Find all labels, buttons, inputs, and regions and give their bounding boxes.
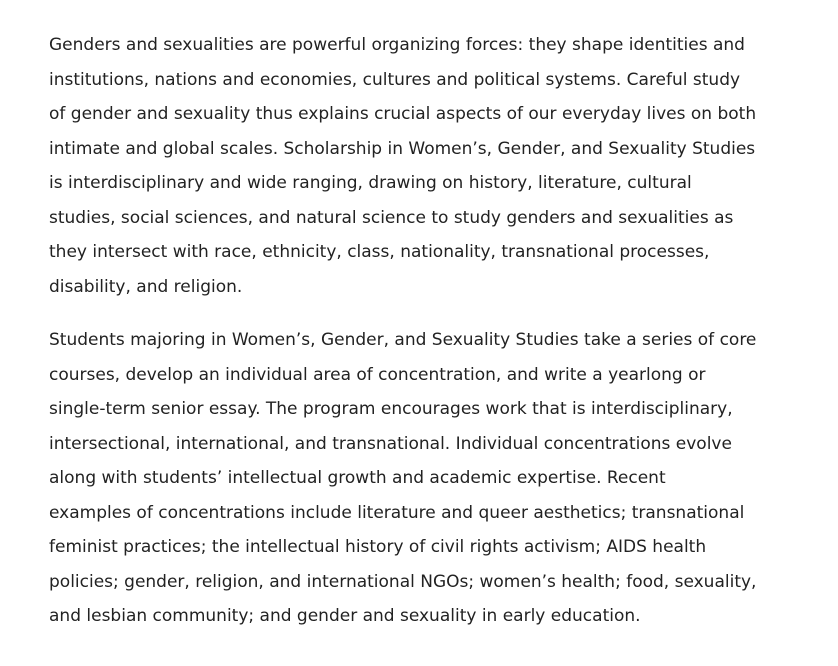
text-line: of gender and sexuality thus explains crucial aspects of our everyday lives on both <box>49 104 757 124</box>
text-line: intersectional, international, and transnational. Individual concentrations evolve <box>49 433 732 454</box>
text-line: examples of concentrations include literature and queer aesthetics; transnational <box>49 502 745 523</box>
text-line: they intersect with race, ethnicity, class, nationality, transnational processes, <box>49 242 710 262</box>
paragraph-intro <box>49 28 809 304</box>
text-line: Students majoring in Women’s, Gender, and Sexuality Studies take a series of core <box>49 330 757 350</box>
text-line: Genders and sexualities are powerful organizing forces: they shape identities and <box>49 35 745 55</box>
text-line: intimate and global scales. Scholarship in Women’s, Gender, and Sexuality Studies <box>49 138 756 159</box>
text-line: is interdisciplinary and wide ranging, drawing on history, literature, cultural <box>49 173 692 193</box>
text-line: disability, and religion. <box>49 276 243 297</box>
paragraph-majors <box>49 323 809 634</box>
text-line: courses, develop an individual area of concentration, and write a yearlong or <box>49 364 706 385</box>
text-line: single-term senior essay. The program encourages work that is interdisciplinary, <box>49 399 733 419</box>
text-line: studies, social sciences, and natural science to study genders and sexualities as <box>49 207 734 228</box>
text-line: and lesbian community; and gender and sexuality in early education. <box>49 606 641 626</box>
text-line: policies; gender, religion, and international NGOs; women’s health; food, sexuality, <box>49 571 757 592</box>
text-line: institutions, nations and economies, cultures and political systems. Careful study <box>49 69 741 90</box>
article-body <box>49 28 809 634</box>
text-line: along with students’ intellectual growth and academic expertise. Recent <box>49 468 666 488</box>
text-line: feminist practices; the intellectual history of civil rights activism; AIDS health <box>49 537 707 557</box>
